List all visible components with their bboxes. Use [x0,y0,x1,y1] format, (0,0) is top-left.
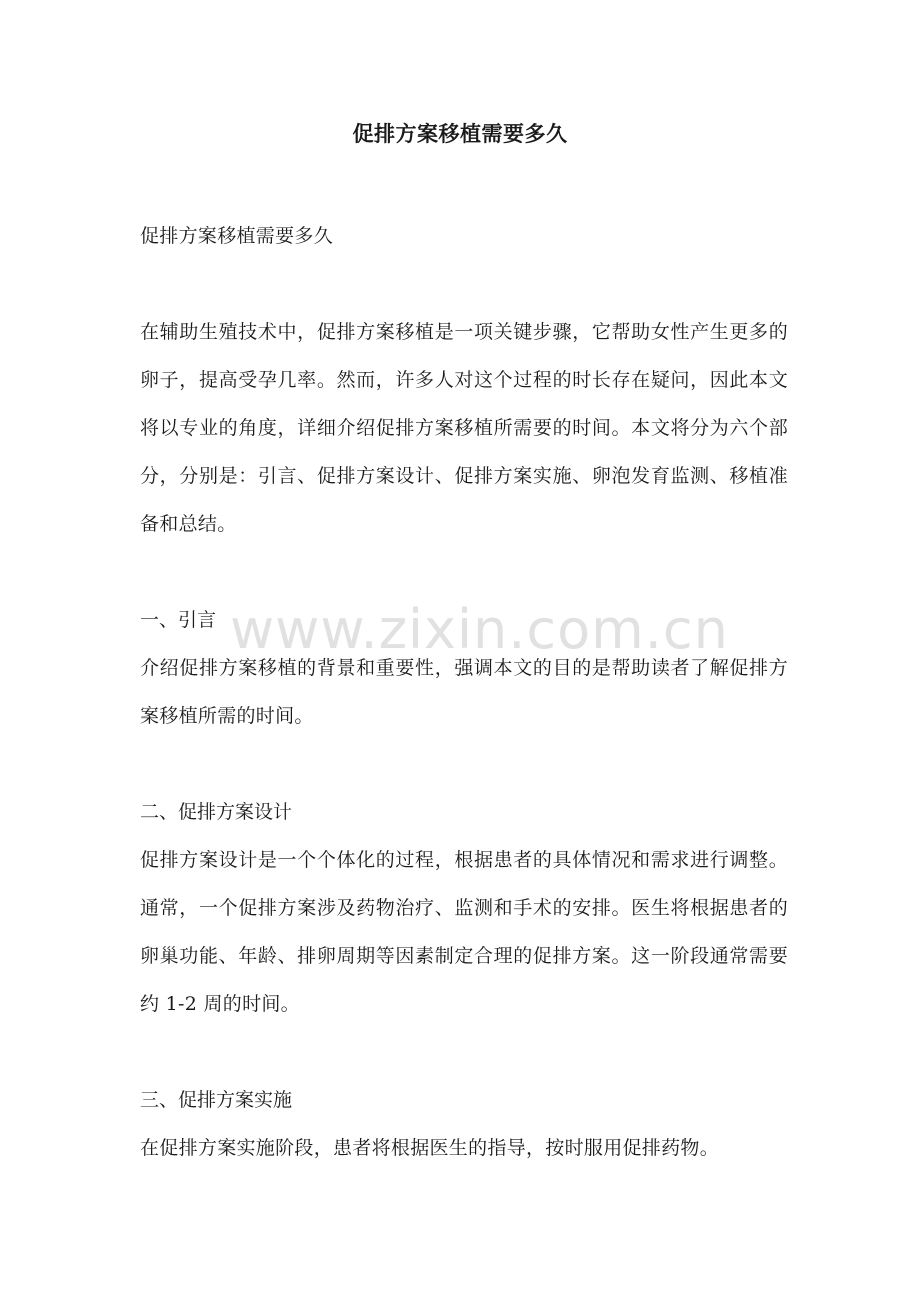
section-heading-implementation: 三、促排方案实施 [140,1089,293,1111]
section-heading-design: 二、促排方案设计 [140,801,293,823]
spacer [140,260,788,308]
document-subtitle: 促排方案移植需要多久 [140,225,334,247]
spacer [140,740,788,788]
section-body-introduction: 介绍促排方案移植的背景和重要性，强调本文的目的是帮助读者了解促排方案移植所需的时间。 [140,657,788,727]
document-body [140,212,788,1172]
document-title: 促排方案移植需要多久 [352,121,568,146]
section-heading-introduction: 一、引言 [140,609,217,631]
section-body-implementation: 在促排方案实施阶段，患者将根据医生的指导，按时服用促排药物。 [140,1137,720,1159]
section-body-design: 促排方案设计是一个个体化的过程，根据患者的具体情况和需求进行调整。通常，一个促排方案涉及药物治疗、监测和手术的安排。医生将根据患者的卵巢功能、年龄、排卵周期等因素制定合理的促排方案。这一阶段通常需要约 1-2 周的时间。 [140,849,788,1015]
watermark: www.zixin.com.cn [230,598,729,661]
spacer [140,1028,788,1076]
intro-paragraph: 在辅助生殖技术中，促排方案移植是一项关键步骤，它帮助女性产生更多的卵子，提高受孕几率。然而，许多人对这个过程的时长存在疑问，因此本文将以专业的角度，详细介绍促排方案移植所需要的时间。本文将分为六个部分，分别是：引言、促排方案设计、促排方案实施、卵泡发育监测、移植准备和总结。 [140,321,788,535]
spacer [140,548,788,596]
